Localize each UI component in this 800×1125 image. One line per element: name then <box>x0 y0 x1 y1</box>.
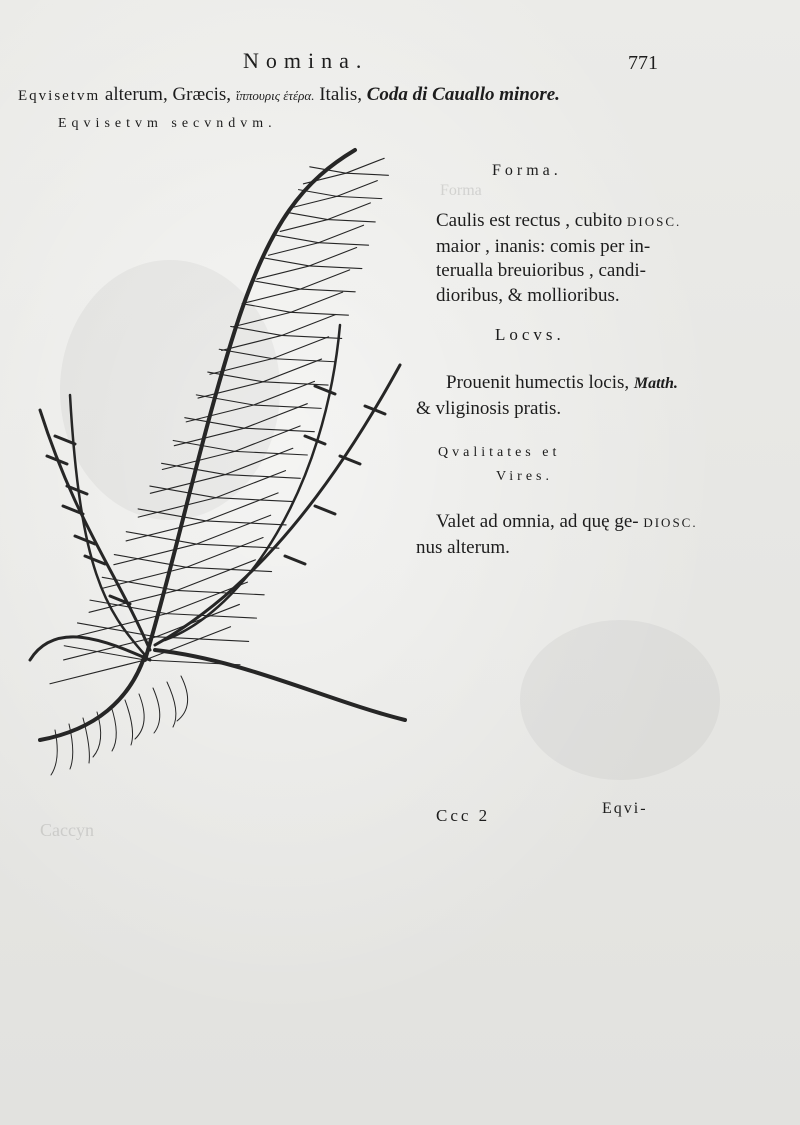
catchword: Eqvi- <box>602 800 648 817</box>
locus-paragraph <box>416 371 678 421</box>
margin-note-matth: Matth. <box>633 375 678 392</box>
forma-line: maior , inanis: comis per in- <box>436 235 651 257</box>
forma-line: dioribus, & mollioribus. <box>436 284 620 306</box>
qualitates-line: nus alterum. <box>416 536 510 558</box>
greek-name: ἵππουρις ἑτέρα. <box>235 88 315 103</box>
forma-line: terualla breuioribus , candi- <box>436 260 646 281</box>
signature-mark: Ccc 2 <box>436 806 491 825</box>
page-number: 771 <box>628 52 658 74</box>
italian-name: Coda di Cauallo minore. <box>366 84 560 105</box>
running-head: Nomina. <box>243 48 369 73</box>
qualitates-line: Valet ad omnia, ad quę ge- <box>436 511 639 532</box>
locus-heading: Locvs. <box>495 325 565 344</box>
paper-stain <box>520 620 720 780</box>
italis-label: Italis, <box>314 84 367 105</box>
margin-note-diosc: DIOSC. <box>627 214 682 229</box>
qualitates-heading-line: Vires. <box>496 469 553 484</box>
qualitates-heading-line: Qvalitates et <box>438 445 561 460</box>
qualitates-paragraph <box>412 510 698 560</box>
forma-paragraph <box>436 209 681 308</box>
bleed-through-text: Caccyn <box>40 820 94 840</box>
locus-line: Prouenit humectis locis, <box>446 372 630 393</box>
forma-heading: Forma. <box>492 162 562 179</box>
forma-line: Caulis est rectus , cubito <box>436 210 623 231</box>
nomen-line <box>18 84 560 106</box>
qualitates-heading <box>438 441 560 489</box>
plant-name-caps: Eqvisetvm <box>18 88 101 104</box>
bleed-through-text: Forma <box>440 182 482 199</box>
plant-strokes <box>30 150 405 775</box>
plant-title: Eqvisetvm secvndvm. <box>58 116 277 131</box>
locus-line: & vliginosis pratis. <box>416 397 562 419</box>
margin-note-diosc: DIOSC. <box>643 515 698 530</box>
plant-name-rest: alterum, Græcis, <box>100 84 236 105</box>
horsetail-woodcut-icon <box>25 140 415 780</box>
